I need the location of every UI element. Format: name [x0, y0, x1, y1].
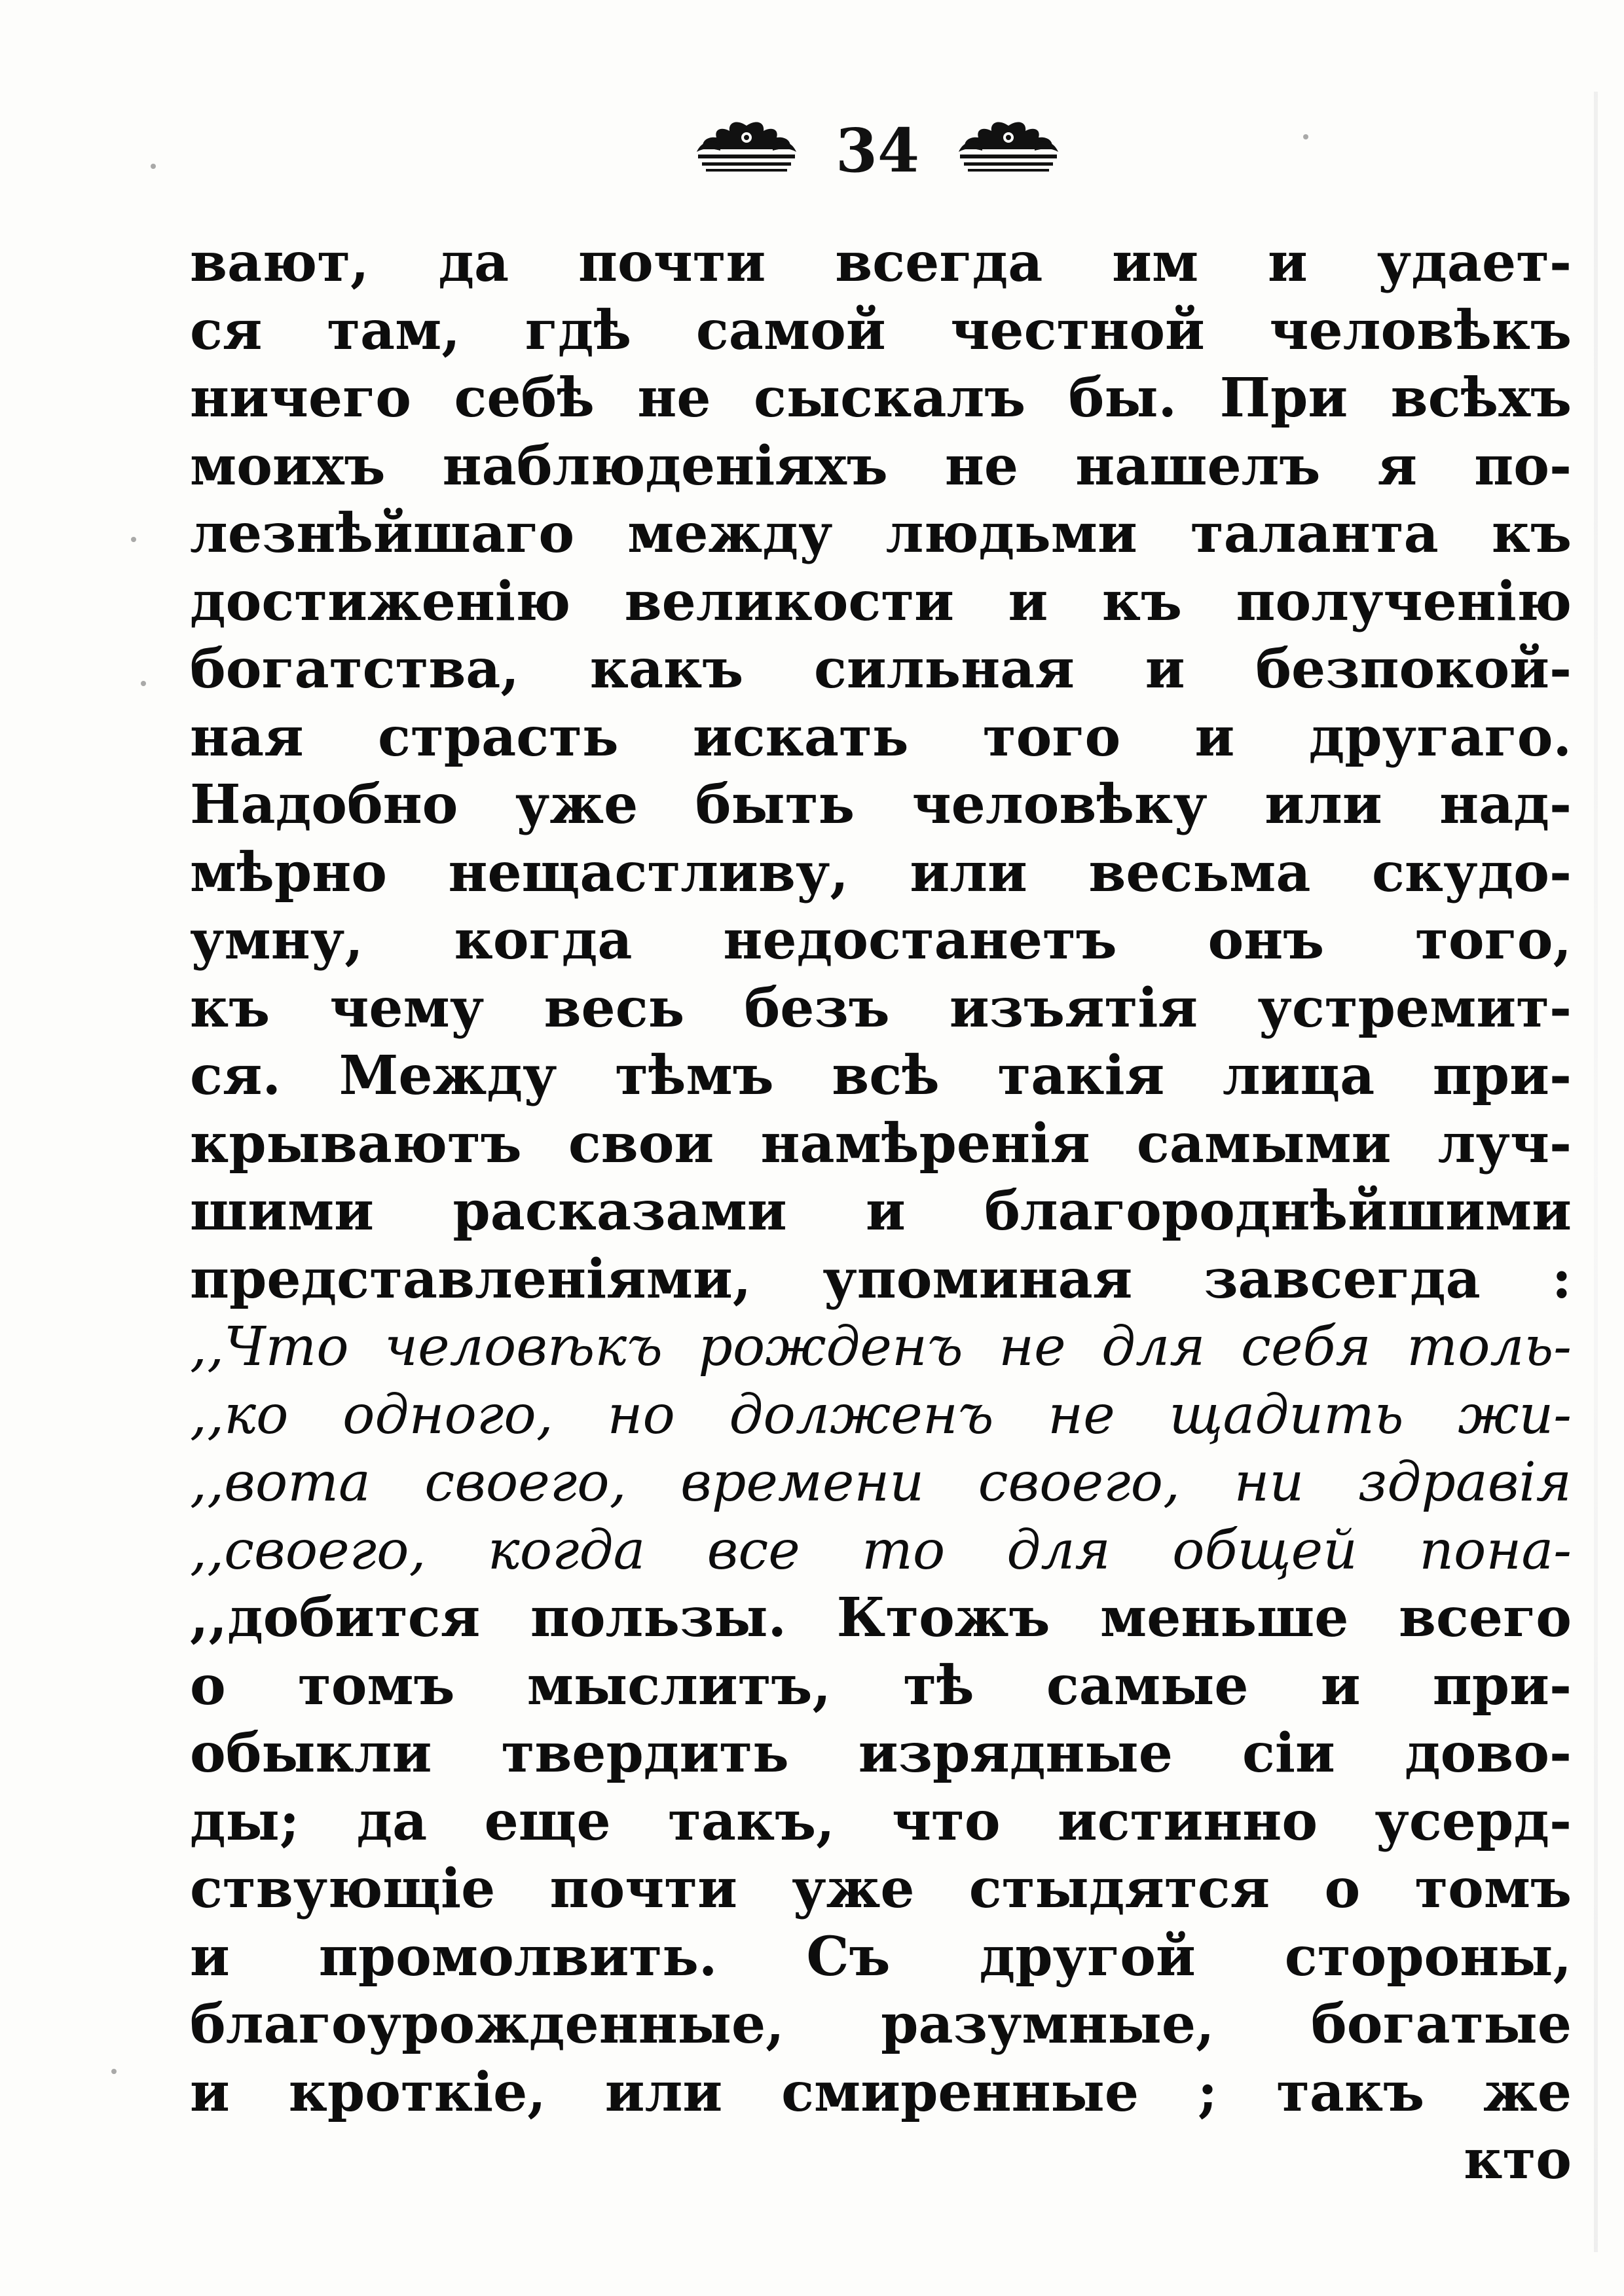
- text-line: богатства, какъ сильная и безпокой-: [190, 638, 1572, 701]
- page-header: [694, 111, 1061, 190]
- text-line: къ чему весь безъ изъятiя устремит-: [190, 976, 1572, 1040]
- text-line: и кроткiе, или смиренные ; такъ же: [190, 2060, 1572, 2124]
- ornament-icon: [694, 118, 799, 177]
- print-speck: [111, 2069, 117, 2074]
- text-line: ,,добится пользы. Ктожъ меньше всего: [190, 1586, 1572, 1649]
- ornament-icon: [956, 118, 1061, 177]
- text-line: представленiями, упоминая завсегда :: [190, 1247, 1572, 1311]
- print-speck: [141, 681, 146, 686]
- text-line: обыкли твердить изрядные сiи дово-: [190, 1722, 1572, 1785]
- text-line: благоурожденные, разумные, богатые: [190, 1993, 1572, 2056]
- text-line: моихъ наблюденiяхъ не нашелъ я по-: [190, 434, 1572, 498]
- text-line: мѣрно нещастливу, или весьма скудо-: [190, 841, 1572, 904]
- text-line: Надобно уже быть человѣку или над-: [190, 773, 1572, 836]
- quote-line: ,,ко одного, но долженъ не щадить жи-: [190, 1383, 1572, 1446]
- quote-line: ,,Что человѣкъ рожденъ не для себя толь-: [190, 1316, 1572, 1378]
- page-edge-shadow: [1594, 92, 1598, 2252]
- page-number: 34: [835, 115, 920, 186]
- body-text: [190, 229, 1572, 2195]
- text-line: умну, когда недостанетъ онъ того,: [190, 909, 1572, 972]
- text-line: ничего себѣ не сыскалъ бы. При всѣхъ: [190, 367, 1572, 429]
- text-line: вают, да почти всегда им и удает-: [190, 231, 1572, 294]
- text-line: и промолвить. Съ другой стороны,: [190, 1925, 1572, 1988]
- text-line: шими расказами и благороднѣйшими: [190, 1180, 1572, 1243]
- text-line: о томъ мыслитъ, тѣ самые и при-: [190, 1654, 1572, 1717]
- text-line: крываютъ свои намѣренiя самыми луч-: [190, 1112, 1572, 1175]
- text-line: ная страсть искать того и другаго.: [190, 705, 1572, 769]
- text-line: лезнѣйшаго между людьми таланта къ: [190, 502, 1572, 565]
- text-line: ся. Между тѣмъ всѣ такiя лица при-: [190, 1044, 1572, 1107]
- text-line: достиженiю великости и къ полученiю: [190, 570, 1572, 633]
- text-line: ся там, гдѣ самой честной человѣкъ: [190, 299, 1572, 362]
- print-speck: [131, 537, 136, 542]
- quote-line: ,,вота своего, времени своего, ни здравiя: [190, 1451, 1572, 1514]
- print-speck: [151, 164, 156, 169]
- text-line: ствующiе почти уже стыдятся о томъ: [190, 1857, 1572, 1920]
- print-speck: [1303, 134, 1308, 139]
- text-line: ды; да еще такъ, что истинно усерд-: [190, 1789, 1572, 1853]
- catchword: кто: [1464, 2128, 1572, 2191]
- quote-line: ,,своего, когда все то для общей пона-: [190, 1519, 1572, 1582]
